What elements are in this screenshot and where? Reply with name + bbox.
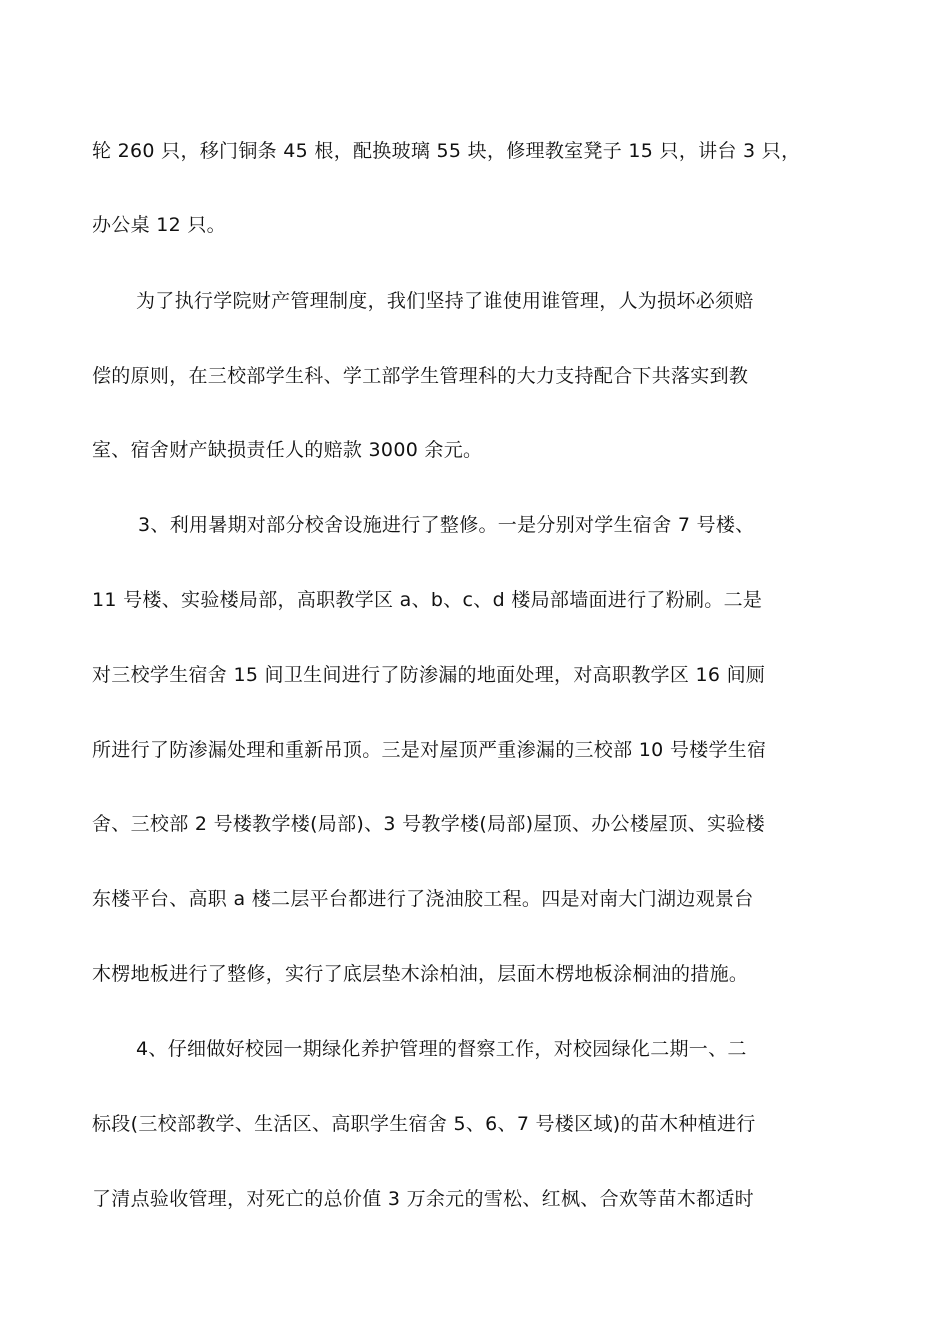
text-line: 11 号楼、实验楼局部，高职教学区 a、b、c、d 楼局部墙面进行了粉刷。二是: [92, 589, 763, 611]
paragraph-start-line: 为了执行学院财产管理制度，我们坚持了谁使用谁管理，人为损坏必须赔: [136, 290, 754, 312]
text-line: 轮 260 只，移门铜条 45 根，配换玻璃 55 块，修理教室凳子 15 只，讲台 3 只，: [92, 140, 801, 162]
text-line: 对三校学生宿舍 15 间卫生间进行了防渗漏的地面处理，对高职教学区 16 间厕: [92, 664, 766, 686]
text-line: 所进行了防渗漏处理和重新吊顶。三是对屋顶严重渗漏的三校部 10 号楼学生宿: [92, 739, 767, 761]
text-line: 了清点验收管理，对死亡的总价值 3 万余元的雪松、红枫、合欢等苗木都适时: [92, 1188, 754, 1210]
text-line: 木楞地板进行了整修，实行了底层垫木涂柏油，层面木楞地板涂桐油的措施。: [92, 963, 749, 985]
text-line: 标段(三校部教学、生活区、高职学生宿舍 5、6、7 号楼区域)的苗木种植进行: [92, 1113, 756, 1135]
text-line: 室、宿舍财产缺损责任人的赔款 3000 余元。: [92, 439, 483, 461]
text-line: 东楼平台、高职 a 楼二层平台都进行了浇油胶工程。四是对南大门湖边观景台: [92, 888, 754, 910]
paragraph-start-line: 3、利用暑期对部分校舍设施进行了整修。一是分别对学生宿舍 7 号楼、: [138, 514, 755, 536]
text-line: 偿的原则，在三校部学生科、学工部学生管理科的大力支持配合下共落实到教: [92, 365, 749, 387]
text-line: 办公桌 12 只。: [92, 214, 226, 236]
text-line: 舍、三校部 2 号楼教学楼(局部)、3 号教学楼(局部)屋顶、办公楼屋顶、实验楼: [92, 813, 765, 835]
paragraph-start-line: 4、仔细做好校园一期绿化养护管理的督察工作，对校园绿化二期一、二: [136, 1038, 747, 1060]
